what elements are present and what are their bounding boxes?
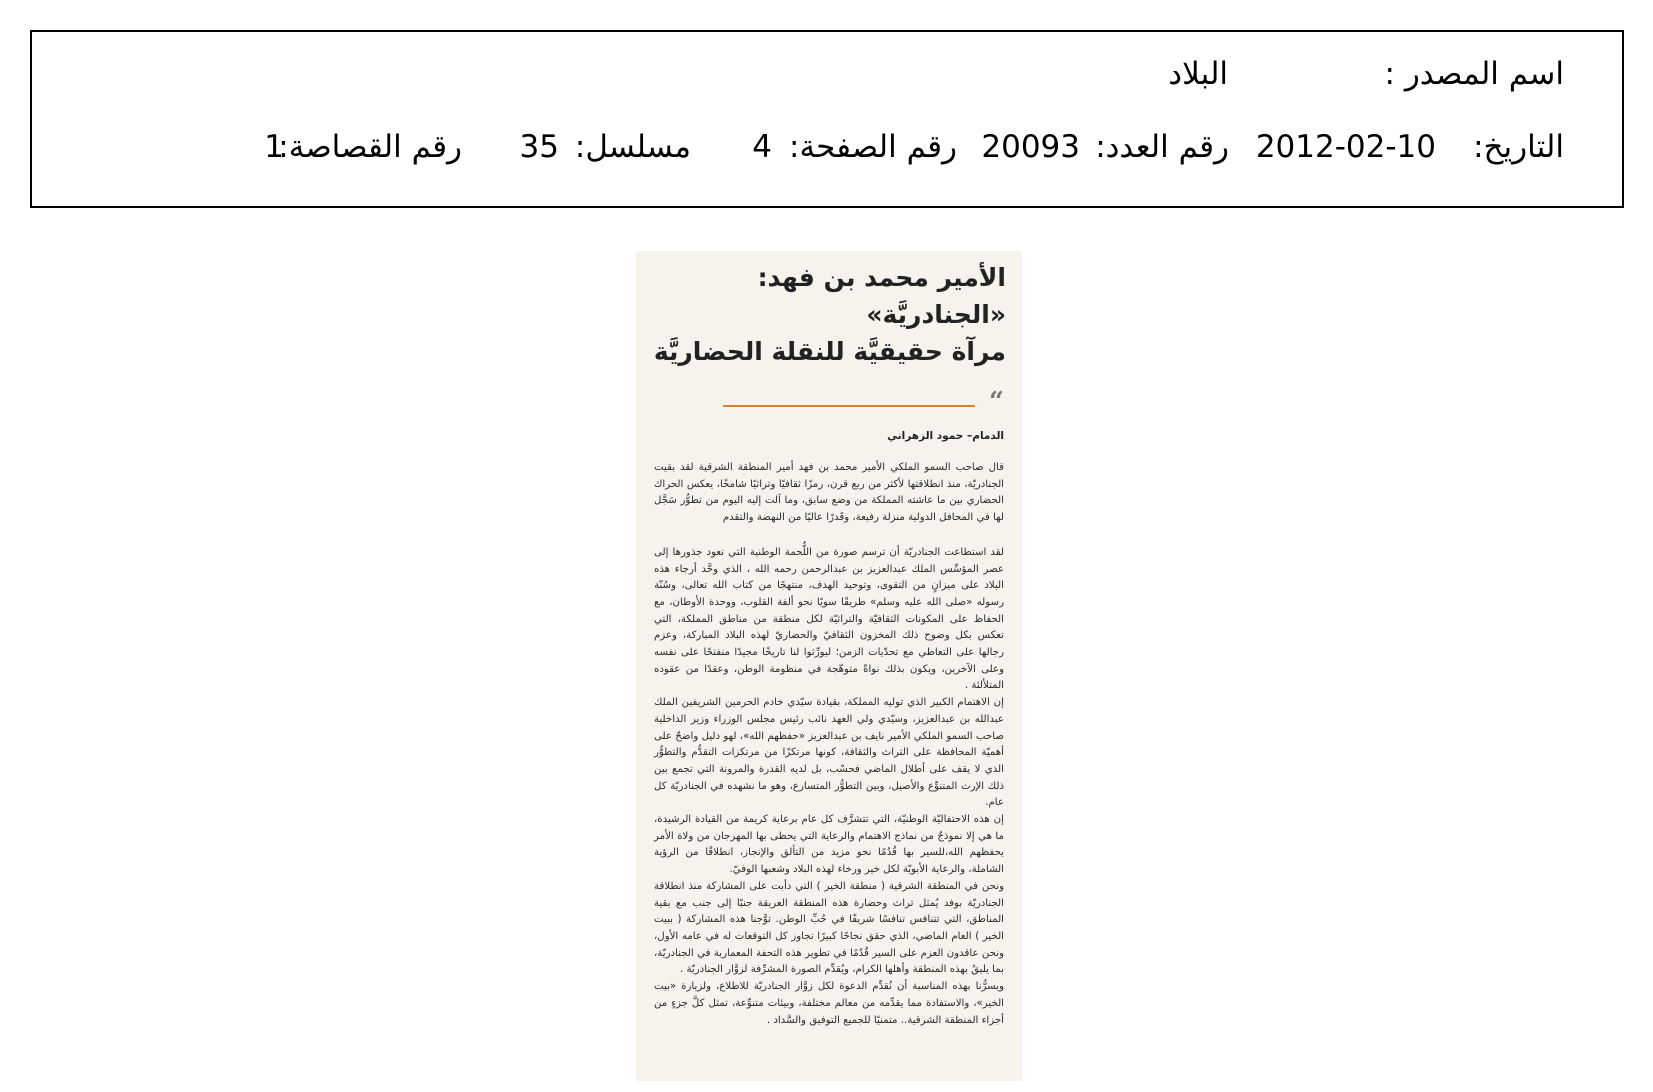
orange-rule: [723, 405, 975, 407]
article-paragraph: ويسرُّنا بهذه المناسبة أن نُقدِّم الدعوة لكل زوَّار الجنادريّة للاطلاع، ولزيارة «بيت الخير»، والاستفادة مما يقدِّمه من معالم مختلفة، وبيئات متنوِّعة، تمثل كلَّ جزءٍ من أجزاء المنطقة الشرقية.. متمنيًا للجميع التوفيق والسَّداد .: [654, 981, 1004, 1026]
article-paragraph: إن هذه الاحتفاليّة الوطنيّة، التي تتشرَّف كل عام برعاية كريمة من القيادة الرشيدة، ما هي إلا نموذجٌ من نماذج الاهتمام والرعاية التي يحظى بها المهرجان من ولاة الأمر يحفظهم الله،للسير بها قُدُمًا نحو مزيد من التألق والإنجاز، انطلاقًا من الرؤية الشاملة، والرعاية الأبويّة لكل خير ورخاء لهذه البلاد وشعبها الوفيّ.: [654, 814, 1004, 876]
quote-mark-icon: “: [989, 387, 1004, 417]
clip-value: 1: [264, 129, 284, 165]
serial-label: مسلسل:: [574, 129, 691, 165]
article-paragraph: إن الاهتمام الكبير الذي توليه المملكة، بقيادة سيّدي خادم الحرمين الشريفين الملك عبدالله بن عبدالعزيز، وسيّدي ولي العهد نائب رئيس مجلس الوزراء وزير الداخلية صاحب السمو الملكي الأمير نايف بن عبدالعزيز «حفظهم الله»، لهو دليل واضحٌ على أهميّة المحافظة على التراث والثقافة، كونها مرتكزًا من مرتكزات التقدُّم والتطوُّر الذي لا يقف على أطلال الماضي فحسْب، بل لديه القدرة والمرونة التي تجمع بين ذلك الإرث المتنوِّع والأصيل، وبين التطوُّر المتسارع، وهو ما نشهده في الجنادريّة كل عام.: [654, 697, 1004, 809]
article-headline: [648, 259, 1006, 370]
source-label: اسم المصدر :: [1384, 56, 1564, 92]
issue-label: رقم العدد:: [1095, 129, 1229, 165]
clip-label: رقم القصاصة:: [278, 129, 462, 165]
metadata-header: [30, 30, 1624, 208]
serial-value: 35: [519, 129, 559, 165]
headline-line-1: الأمير محمد بن فهد: «الجنادريَّة»: [757, 263, 1006, 329]
article-byline: الدمام– حمود الزهراني: [887, 430, 1004, 442]
source-value: البلاد: [1168, 56, 1228, 92]
article-paragraph: قال صاحب السمو الملكي الأمير محمد بن فهد أمير المنطقة الشرقية لقد بقيت الجنادريّة، منذ انطلاقتها لأكثر من ربع قرن، رمزًا ثقافيًا وتراثيًا شامخًا، يعكس الحراك الحضاري بين ما عاشته المملكة من وضع سابق، وما آلت إليه اليوم من تطوُّر سَجَّل لها في المحافل الدولية منزلة رفيعة، وقَدرًا عاليًا من النهضة والتقدم: [654, 462, 1004, 524]
date-label: التاريخ:: [1473, 129, 1564, 165]
page-label: رقم الصفحة:: [789, 129, 957, 165]
article-paragraph: ونحن في المنطقة الشرقية ( منطقة الخير ) التي دأبت على المشاركة منذ انطلاقة الجنادريّة بوفد يُمثل تراث وحضارة هذه المنطقة العريقة جنبًا إلى جنب مع بقية المناطق، التي تتنافس تنافسًا شريفًا في حُبِّ الوطن. توَّجنا هذه المشاركة ( ببيت الخير ) العام الماضي، الذي حقق نجاحًا كبيرًا تجاوز كل التوقعات له في عامه الأول، ونحن عاقدون العزم على السير قُدُمًا في تطوير هذه التحفة المعمارية في الجنادريّة، بما يليقُ بهذه المنطقة وأهلها الكرام، ويُقدِّم الصورة المشرِّفة لزوَّار الجنادريّة .: [654, 880, 1004, 976]
article-paragraph: لقد استطاعت الجنادريّة أن ترسم صورة من اللُّحمة الوطنية التي تعود جذورها إلى عصر المؤسِّس الملك عبدالعزيز بن عبدالرحمن رحمه الله ، الذي وحَّد أرجاء هذه البلاد على ميزانٍ من التقوى، وتوحيد الهدف، منتهجًا من كتاب الله تعالى، وسُنّة رسوله «صلى الله عليه وسلم» طريقًا سويًا نحو ألفة القلوب، ووحدة الأوطان، مع الحفاظ على المكونات الثقافيّة والتراثيّة لكل منطقة من مناطق المملكة، التي تعكس بكل وضوح ذلك المخزون الثقافيّ والحضاريّ لهذه البلاد المباركة، وعزم رجالها على التعاطي مع تحدّيات الزمن؛ ليورِّثوا لنا تاريخًا مجيدًا منفتحًا على نفسه وعلى الآخرين، ويكون بذلك نواةً متوهّجة في منظومة الوطن، وعقدًا من عقوده المتلألئة .: [654, 546, 1004, 692]
issue-value: 20093: [981, 129, 1080, 165]
date-value: 2012-02-10: [1255, 129, 1436, 165]
article-body: [654, 460, 1004, 1029]
headline-line-2: مرآة حقيقيَّة للنقلة الحضاريَّة: [653, 337, 1006, 366]
headline-divider: [648, 387, 1010, 417]
newspaper-clipping: [636, 251, 1022, 1081]
page-value: 4: [752, 129, 772, 165]
